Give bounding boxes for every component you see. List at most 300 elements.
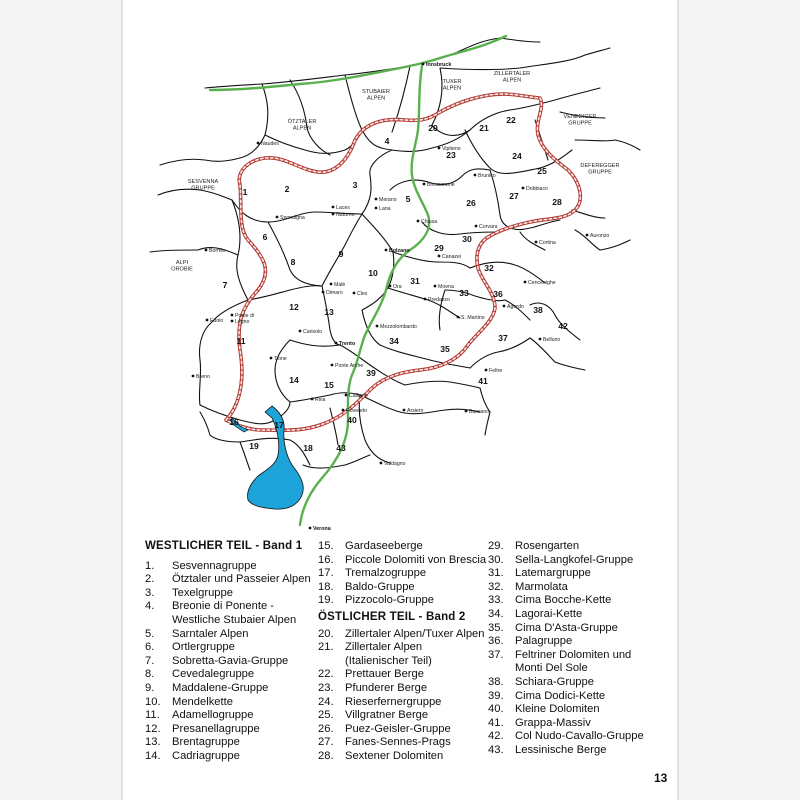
town: [465, 409, 490, 415]
legend-item: [488, 649, 644, 663]
region-number: 6: [262, 232, 268, 242]
range-label-line: ALPEN: [442, 85, 462, 92]
town-dot: [342, 409, 345, 412]
legend-item: [488, 608, 644, 622]
region-number: 17: [274, 420, 284, 430]
legend-item-number: 16.: [318, 553, 334, 566]
town-label: Canazei: [442, 254, 462, 260]
legend-item-name: Adamellogruppe: [172, 709, 254, 722]
region-number: 9: [338, 249, 344, 259]
town-dot: [270, 357, 273, 360]
legend-item-number: 33.: [488, 594, 504, 607]
legend-item-name: Fanes-Sennes-Prags: [345, 736, 451, 749]
town-dot: [309, 527, 312, 530]
legend-item-number: 27.: [318, 736, 334, 749]
region-number: 37: [498, 333, 508, 343]
region-number: 35: [440, 344, 450, 354]
town-label: Trento: [339, 341, 356, 347]
town-dot: [438, 255, 441, 258]
town: [380, 461, 406, 467]
town-label: Corvara: [479, 224, 498, 230]
legend-item: [488, 744, 644, 758]
town-label: Naudes: [261, 141, 279, 147]
legend-item-number: 8.: [145, 668, 155, 681]
legend-item-number: 31.: [488, 567, 504, 580]
legend-item-name: Cima Dodici-Kette: [515, 689, 606, 702]
town: [276, 215, 305, 221]
town: [332, 205, 351, 211]
legend-item-number: 32.: [488, 580, 504, 593]
town-dot: [385, 249, 388, 252]
legend-item-number: 43.: [488, 743, 504, 756]
range-label-line: SESVENNA: [187, 179, 219, 185]
town-dot: [257, 142, 260, 145]
legend-item-name: Lagorai-Kette: [515, 607, 583, 620]
legend-item-number: [318, 655, 345, 669]
town-label: Merano: [379, 197, 397, 203]
town-label: Cles: [357, 291, 368, 297]
region-number: 41: [478, 376, 488, 386]
legend-item: [488, 581, 644, 595]
town-label: Feltre: [489, 368, 503, 374]
legend-item-name: Marmolata: [515, 580, 568, 593]
range-label-line: VENEDIGER: [563, 114, 597, 120]
town-dot: [438, 147, 441, 150]
legend-item-name: Baldo-Gruppe: [345, 580, 415, 593]
legend-item-name: Zillertaler Alpen: [345, 641, 423, 654]
town-dot: [376, 325, 379, 328]
town-dot: [503, 305, 506, 308]
town: [457, 315, 485, 321]
legend-item: [318, 709, 486, 723]
legend-item-name: Maddalene-Gruppe: [172, 681, 269, 694]
legend-column-3: [488, 540, 644, 758]
region-number: 7: [222, 280, 228, 290]
legend-item-name: Grappa-Massiv: [515, 716, 591, 729]
legend-item-name: Rieserfernergruppe: [345, 695, 442, 708]
town-label: Agordo: [507, 304, 524, 310]
legend-item: [488, 554, 644, 568]
legend-item: [318, 628, 486, 642]
legend-item-number: 13.: [145, 736, 161, 749]
town-dot: [331, 364, 334, 367]
town: [231, 319, 250, 325]
legend-item-number: 41.: [488, 716, 504, 729]
town: [586, 233, 610, 239]
region-number: 30: [462, 234, 472, 244]
legend-item: [318, 668, 486, 682]
region-number: 5: [405, 194, 411, 204]
legend-list-east: [318, 628, 486, 764]
legend-item-name: Gardaseeberge: [345, 540, 423, 552]
town-label: Verona: [313, 526, 331, 532]
legend-item-name: Latemargruppe: [515, 567, 591, 580]
region-number: 12: [289, 302, 299, 312]
town-label: Dobbiaco: [526, 186, 548, 192]
legend-item-name: Ortlergruppe: [172, 641, 235, 654]
town-label: Rovereto: [346, 408, 368, 414]
town-label: Brunico: [478, 173, 496, 179]
town-dot: [375, 207, 378, 210]
legend-item-number: 19.: [318, 594, 334, 607]
legend-item-name: Breonie di Ponente -: [172, 600, 274, 613]
page-margin-left: [0, 0, 122, 800]
legend-item: [318, 696, 486, 710]
region-number: 4: [384, 136, 390, 146]
town-label: Riva: [315, 397, 326, 403]
legend-item: [145, 750, 311, 764]
legend-item: [318, 641, 486, 655]
legend-item-name: Westliche Stubaier Alpen: [172, 613, 297, 626]
town: [474, 173, 496, 179]
town-dot: [345, 394, 348, 397]
legend-list-west-continued: [318, 540, 486, 608]
town-label: Lana: [379, 206, 391, 212]
town-dot: [375, 198, 378, 201]
town-label: Predazzo: [428, 297, 450, 303]
town-label: Dimaro: [326, 290, 343, 296]
range-label: [564, 114, 597, 127]
legend-item: [488, 594, 644, 608]
legend-item-name: Sobretta-Gavia-Gruppe: [172, 654, 289, 667]
town: [485, 368, 503, 374]
region-number: 39: [366, 368, 376, 378]
region-number: 29: [434, 243, 444, 253]
town-dot: [380, 462, 383, 465]
town-dot: [231, 320, 234, 323]
town-dot: [586, 234, 589, 237]
town-dot: [389, 285, 392, 288]
legend-item: [145, 573, 311, 587]
legend-item: [318, 594, 486, 608]
legend-item: [145, 655, 311, 669]
legend-item-number: 38.: [488, 675, 504, 688]
range-label-line: STUBAIER: [362, 89, 390, 95]
legend-item: [145, 668, 311, 682]
range-label-line: GRUPPE: [191, 185, 215, 192]
town-dot: [457, 316, 460, 319]
town-dot: [335, 342, 338, 345]
town-label: S. Martino: [461, 315, 485, 321]
legend-item-number: 36.: [488, 635, 504, 648]
legend-item-number: 25.: [318, 709, 334, 722]
town-label: Cortina: [539, 240, 556, 246]
legend-item-number: 20.: [318, 627, 334, 640]
town-dot: [192, 375, 195, 378]
range-label-line: ALPEN: [502, 77, 522, 84]
range-label-line: GRUPPE: [588, 169, 612, 176]
town: [385, 248, 411, 254]
town-label: Vipiteno: [442, 146, 461, 152]
legend-item: [318, 581, 486, 595]
page-margin-right: [678, 0, 800, 800]
legend-item-number: 34.: [488, 607, 504, 620]
region-number: 36: [493, 289, 503, 299]
region-number: 26: [466, 198, 476, 208]
town: [375, 197, 397, 203]
legend-item: [145, 696, 311, 710]
town: [311, 397, 326, 403]
region-number: 33: [459, 288, 469, 298]
legend-item-number: 15.: [318, 540, 334, 552]
legend-column-2: [318, 540, 486, 764]
region-number: 10: [368, 268, 378, 278]
town: [353, 291, 368, 297]
region-number: 24: [512, 151, 522, 161]
legend-item-name: Texelgruppe: [172, 586, 233, 599]
town-dot: [299, 330, 302, 333]
region-number: 40: [347, 415, 357, 425]
town: [475, 224, 498, 230]
region-number: 38: [533, 305, 543, 315]
legend-item-name: Tremalzogruppe: [345, 567, 427, 580]
town-label: Tione: [274, 356, 287, 362]
region-number: 16: [229, 417, 239, 427]
legend-item-name: Cima D'Asta-Gruppe: [515, 621, 618, 634]
legend-item-name: Cadriagruppe: [172, 749, 240, 762]
town-dot: [539, 338, 542, 341]
legend-item: [488, 635, 644, 649]
town: [299, 329, 323, 335]
town-label: Bressanone: [427, 182, 455, 188]
town-dot: [403, 409, 406, 412]
legend-item-name: Sella-Langkofel-Gruppe: [515, 553, 634, 566]
legend-item-number: 37.: [488, 648, 504, 661]
town: [322, 290, 343, 296]
town: [330, 282, 346, 288]
town-dot: [434, 285, 437, 288]
legend-item-number: 4.: [145, 600, 155, 613]
legend-item-name: Pizzocolo-Gruppe: [345, 594, 434, 607]
legend-item-name: Cima Bocche-Kette: [515, 594, 612, 607]
legend-item-number: 5.: [145, 627, 155, 640]
legend-list-east-continued: [488, 540, 644, 758]
legend-item-number: 24.: [318, 695, 334, 708]
legend-item-number: 3.: [145, 586, 155, 599]
legend-item: [145, 587, 311, 601]
region-number: 34: [389, 336, 399, 346]
legend-item: [318, 682, 486, 696]
legend-item-number: 17.: [318, 567, 334, 580]
legend-item-number: 18.: [318, 580, 334, 593]
town-label: Moena: [438, 284, 454, 290]
legend-item-name: Prettauer Berge: [345, 668, 424, 681]
page-number: 13: [654, 771, 668, 785]
town: [206, 318, 224, 324]
legend-item: [488, 730, 644, 744]
region-number: 19: [249, 441, 259, 451]
legend-item-name: Pfunderer Berge: [345, 681, 428, 694]
town-label: Malè: [334, 282, 346, 288]
legend-item-name: Rosengarten: [515, 540, 580, 552]
region-number: 23: [446, 150, 456, 160]
legend-item-name: Col Nudo-Cavallo-Gruppe: [515, 730, 644, 743]
town-label: Ora: [393, 284, 402, 290]
town-label: Ponte di: [235, 313, 255, 319]
town-label: Calliano: [349, 393, 368, 399]
town: [376, 324, 417, 330]
town-dot: [465, 410, 468, 413]
legend-item-name: Sextener Dolomiten: [345, 749, 444, 762]
legend-item-number: 23.: [318, 681, 334, 694]
legend-item: [488, 717, 644, 731]
town-label: Edolo: [210, 318, 224, 324]
town-label: Cencenighe: [528, 280, 556, 286]
legend-item-number: 7.: [145, 654, 155, 667]
region-number: 13: [324, 307, 334, 317]
legend-item-name: Villgratner Berge: [345, 709, 429, 722]
town-dot: [485, 369, 488, 372]
town: [503, 304, 524, 310]
town: [539, 337, 561, 343]
town-label: Chiusa: [421, 219, 438, 225]
town-dot: [205, 249, 208, 252]
town: [524, 280, 556, 286]
legend-item-number: 10.: [145, 695, 161, 708]
town-label: Bolzano: [389, 248, 410, 254]
town: [522, 186, 548, 192]
range-label-line: DEFEREGGER: [580, 163, 620, 169]
region-number: 18: [303, 443, 313, 453]
town: [422, 62, 452, 68]
legend-item-name: Sesvennagruppe: [172, 559, 257, 572]
region-number: 22: [506, 115, 516, 125]
town: [192, 374, 210, 380]
region-number: 15: [324, 380, 334, 390]
legend-item-name: Sarntaler Alpen: [172, 627, 249, 640]
range-label: [188, 179, 219, 192]
region-number: 3: [352, 180, 358, 190]
town: [342, 408, 368, 414]
main-road: [210, 36, 506, 525]
legend-list-west: [145, 560, 311, 764]
legend-item: [488, 690, 644, 704]
legend-item: [318, 567, 486, 581]
legend-item-number: 1.: [145, 559, 155, 572]
legend-item-number: 40.: [488, 703, 504, 716]
range-label-line: TUXER: [442, 79, 462, 85]
town-dot: [424, 298, 427, 301]
legend-item-name: Piccole Dolomiti von Brescia: [345, 553, 487, 566]
range-label-line: OROBIE: [171, 266, 193, 273]
legend-item: [318, 554, 486, 568]
town-label: Mezzolombardo: [380, 324, 417, 330]
town-label: Ponte Arche: [335, 363, 364, 369]
legend-item-name: Mendelkette: [172, 695, 233, 708]
legend-item: [145, 628, 311, 642]
range-label: [443, 79, 462, 92]
legend-item-name: Kleine Dolomiten: [515, 703, 600, 716]
town-dot: [332, 213, 335, 216]
town-label: Carisolo: [303, 329, 323, 335]
region-number: 11: [236, 336, 246, 346]
region-number: 20: [428, 123, 438, 133]
range-label-line: ÖTZTALER: [287, 119, 317, 125]
town: [438, 254, 461, 260]
range-label-line: ALPEN: [366, 95, 386, 102]
legend-item-name: Feltriner Dolomiten und: [515, 648, 632, 661]
town-label: Bassano: [469, 409, 490, 415]
legend-item: [318, 736, 486, 750]
town: [332, 212, 355, 218]
legend-item-number: 42.: [488, 730, 504, 743]
country-border-dashed: [226, 94, 580, 430]
legend-item-name: Presanellagruppe: [172, 722, 260, 735]
legend-item-number: [145, 614, 172, 628]
legend-item-number: 11.: [145, 709, 160, 722]
legend-item-name: Ötztaler und Passeier Alpen: [172, 573, 311, 586]
region-number: 31: [410, 276, 420, 286]
town: [417, 219, 438, 225]
legend-item: [145, 641, 311, 655]
town-dot: [423, 183, 426, 186]
legend-item-number: 35.: [488, 621, 504, 634]
town-dot: [522, 187, 525, 190]
legend-item-number: 29.: [488, 540, 504, 552]
range-label-line: ZILLERTALER: [493, 71, 531, 77]
range-label-line: ALPI: [175, 260, 189, 266]
town: [345, 393, 368, 399]
legend-item-number: 12.: [145, 722, 161, 735]
town-label: Naturno: [336, 212, 355, 218]
town-label: Innsbruck: [426, 62, 452, 68]
region-number: 43: [336, 443, 346, 453]
town-label: Valdagno: [384, 461, 406, 467]
map-boundaries: [150, 38, 640, 470]
town-dot: [276, 216, 279, 219]
legend-item-name: Schiara-Gruppe: [515, 675, 594, 688]
town-dot: [535, 241, 538, 244]
town-dot: [417, 220, 420, 223]
town-label: Belluno: [543, 337, 561, 343]
legend-item-name: Brentagruppe: [172, 736, 240, 749]
legend-item-number: 22.: [318, 668, 334, 681]
legend-item-name: Puez-Geisler-Gruppe: [345, 722, 451, 735]
region-number: 42: [558, 321, 568, 331]
range-label-line: GRUPPE: [568, 120, 592, 127]
town-label: Bormio: [209, 248, 226, 254]
legend-item: [145, 682, 311, 696]
legend-item-number: 2.: [145, 573, 155, 586]
legend-item-name: Palagruppe: [515, 635, 573, 648]
range-label: [362, 89, 390, 102]
region-number: 27: [509, 191, 519, 201]
legend-item: [145, 614, 311, 628]
legend-title-west: WESTLICHER TEIL - Band 1: [145, 540, 303, 552]
legend-item: [488, 676, 644, 690]
town-dot: [422, 63, 425, 66]
town: [331, 363, 364, 369]
town: [270, 356, 287, 362]
town: [423, 182, 455, 188]
region-number: 8: [290, 257, 296, 267]
region-number: 1: [242, 187, 248, 197]
legend-item-name: Cevedalegruppe: [172, 668, 255, 681]
region-number: 14: [289, 375, 299, 385]
town: [535, 240, 556, 246]
region-number: 25: [537, 166, 547, 176]
town-label: Auronzo: [590, 233, 610, 239]
region-number: 32: [484, 263, 494, 273]
legend-item: [488, 703, 644, 717]
legend-item-name: (Italienischer Teil): [345, 654, 432, 667]
town: [434, 284, 454, 290]
town-dot: [322, 291, 325, 294]
range-label: [580, 163, 619, 176]
legend-item: [488, 567, 644, 581]
legend-item: [145, 600, 311, 614]
legend-item: [488, 662, 644, 676]
